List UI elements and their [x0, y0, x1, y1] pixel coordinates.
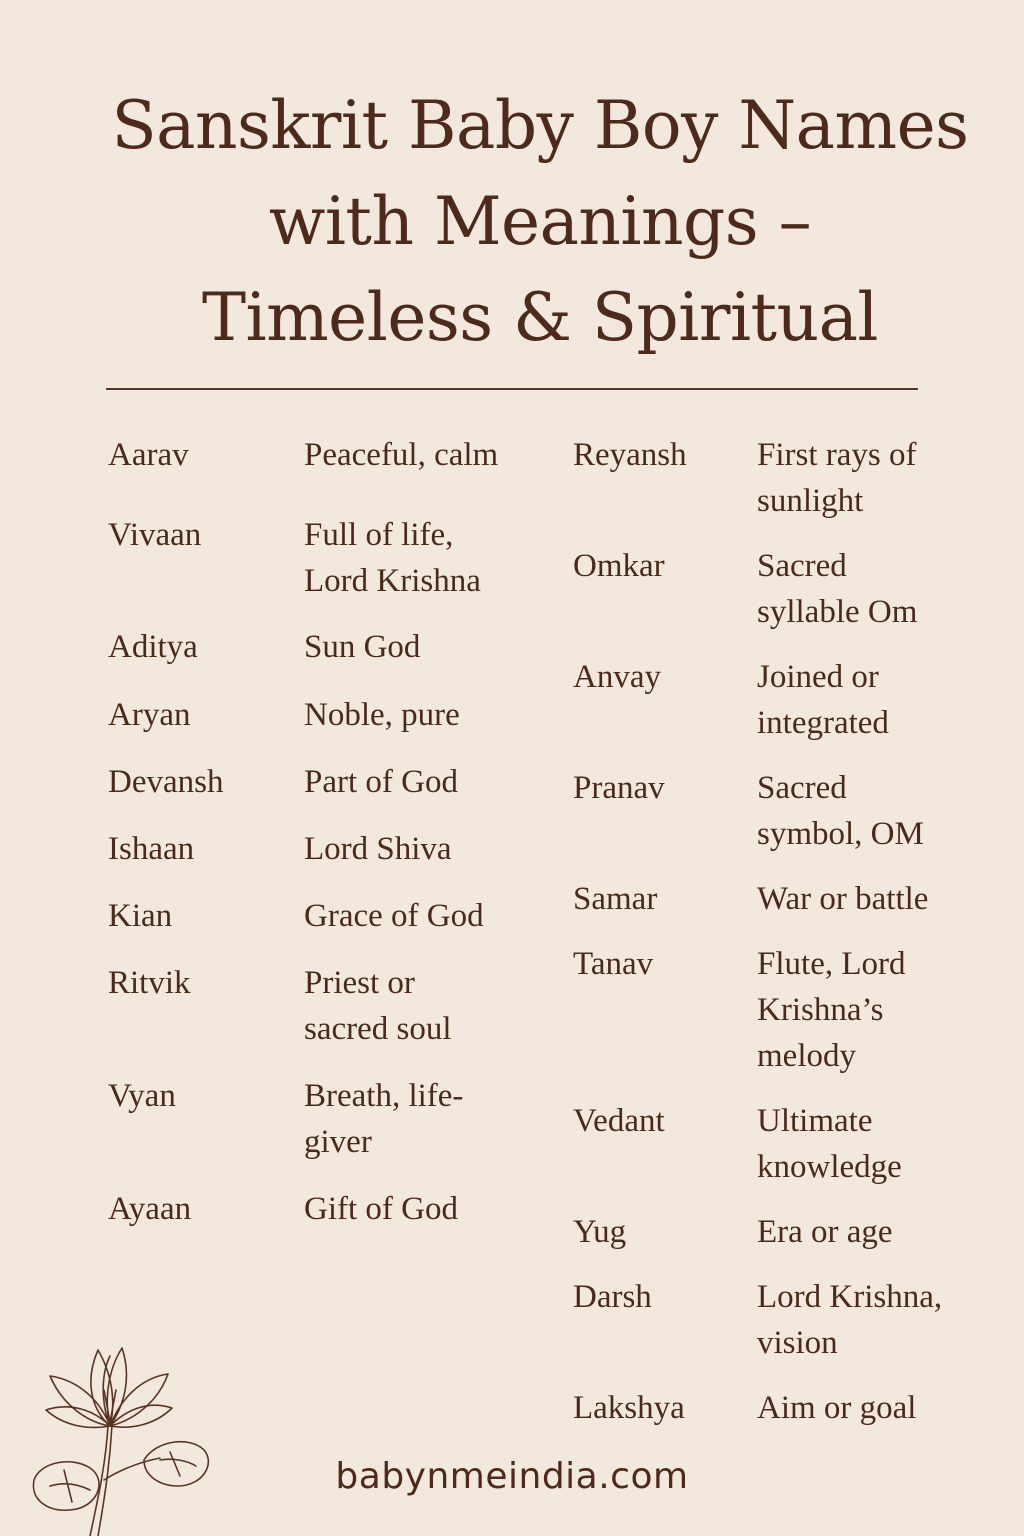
name-row	[108, 624, 558, 670]
names-column-right	[573, 432, 993, 1431]
name-meaning: Lord Krishna, vision	[757, 1279, 943, 1361]
baby-name: Lakshya	[573, 1390, 685, 1426]
name-row	[108, 960, 558, 1052]
name-row	[108, 893, 558, 939]
baby-name: Anvay	[573, 659, 661, 695]
name-row	[108, 512, 558, 604]
name-row	[573, 876, 993, 922]
name-row	[108, 692, 558, 738]
name-row	[573, 543, 993, 635]
name-row	[573, 765, 993, 857]
name-row	[573, 1385, 993, 1431]
names-column-left	[108, 432, 558, 1232]
name-row	[108, 759, 558, 805]
name-meaning: Priest or sacred soul	[304, 965, 452, 1047]
name-row	[573, 941, 993, 1079]
name-meaning: First rays of sunlight	[757, 437, 917, 519]
baby-name: Yug	[573, 1214, 627, 1250]
name-meaning: War or battle	[757, 881, 929, 917]
name-meaning: Grace of God	[304, 898, 484, 934]
name-meaning: Lord Shiva	[304, 831, 452, 867]
title-divider	[106, 388, 918, 390]
name-row	[108, 1186, 558, 1232]
baby-name: Vyan	[108, 1078, 176, 1114]
name-meaning: Sacred syllable Om	[757, 548, 918, 630]
title-line-2: with Meanings –	[268, 183, 812, 260]
baby-name: Omkar	[573, 548, 665, 584]
name-meaning: Era or age	[757, 1214, 893, 1250]
name-row	[573, 1098, 993, 1190]
baby-name: Kian	[108, 898, 173, 934]
baby-name: Ishaan	[108, 831, 195, 867]
title-line-3: Timeless & Spiritual	[201, 279, 879, 356]
name-meaning: Sun God	[304, 629, 421, 665]
name-meaning: Aim or goal	[757, 1390, 917, 1426]
baby-name: Darsh	[573, 1279, 652, 1315]
name-meaning: Breath, life- giver	[304, 1078, 464, 1160]
name-meaning: Full of life, Lord Krishna	[304, 517, 481, 599]
baby-name: Aryan	[108, 697, 191, 733]
name-meaning: Noble, pure	[304, 697, 460, 733]
baby-name: Aditya	[108, 629, 198, 665]
website-footer: babynmeindia.com	[335, 1456, 689, 1497]
baby-name: Vivaan	[108, 517, 202, 553]
baby-name: Vedant	[573, 1103, 665, 1139]
baby-name: Aarav	[108, 437, 189, 473]
page-title	[60, 78, 1020, 366]
name-meaning: Peaceful, calm	[304, 437, 499, 473]
name-row	[573, 432, 993, 524]
name-meaning: Ultimate knowledge	[757, 1103, 902, 1185]
name-row	[573, 1209, 993, 1255]
name-meaning: Flute, Lord Krishna’s melody	[757, 946, 906, 1074]
baby-name: Devansh	[108, 764, 224, 800]
name-row	[573, 1274, 993, 1366]
name-meaning: Joined or integrated	[757, 659, 889, 741]
baby-name: Reyansh	[573, 437, 687, 473]
name-row	[108, 1073, 558, 1165]
baby-name: Ayaan	[108, 1191, 192, 1227]
name-meaning: Part of God	[304, 764, 458, 800]
name-row	[108, 432, 558, 478]
title-line-1: Sanskrit Baby Boy Names	[111, 87, 969, 164]
name-meaning: Gift of God	[304, 1191, 458, 1227]
name-row	[573, 654, 993, 746]
name-meaning: Sacred symbol, OM	[757, 770, 924, 852]
name-row	[108, 826, 558, 872]
baby-name: Ritvik	[108, 965, 191, 1001]
baby-name: Samar	[573, 881, 658, 917]
lotus-icon	[20, 1330, 220, 1536]
baby-name: Tanav	[573, 946, 654, 982]
baby-name: Pranav	[573, 770, 665, 806]
